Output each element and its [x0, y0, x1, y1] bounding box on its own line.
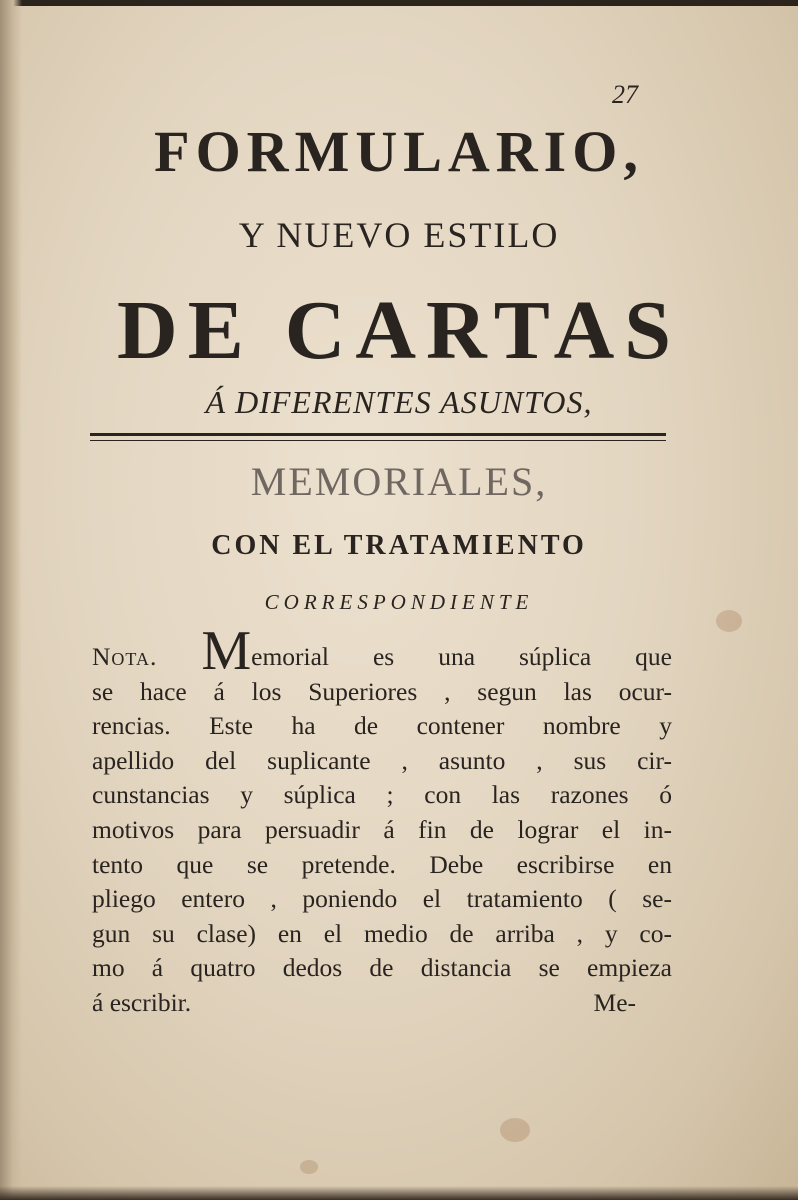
body-line-text: emorial es una súplica que	[251, 642, 673, 671]
title-memoriales: MEMORIALES,	[250, 459, 548, 504]
nota-label: Nota.	[92, 642, 158, 671]
body-line: cunstancias y súplica ; con las razones ó	[92, 780, 672, 810]
title-diferentes-asuntos: Á DIFERENTES ASUNTOS,	[205, 384, 593, 420]
body-line: tento que se pretende. Debe escribirse en	[92, 849, 672, 879]
body-line: mo á quatro dedos de distancia se empieza	[92, 953, 672, 983]
title-rule-thin	[90, 440, 666, 441]
body-line: rencias. Este ha de contener nombre y	[92, 711, 672, 741]
page-bottom-edge	[0, 1186, 798, 1200]
title-correspondiente: CORRESPONDIENTE	[264, 590, 534, 614]
drop-cap: M	[201, 620, 252, 682]
body-line: se hace á los Superiores , segun las ocur-	[92, 676, 672, 706]
title-rule-thick	[90, 433, 666, 436]
body-paragraph	[92, 620, 673, 1021]
title-nuevo-estilo: Y NUEVO ESTILO	[238, 215, 560, 255]
title-de-cartas: DE CARTAS	[117, 284, 681, 377]
body-line: apellido del suplicante , asunto , sus cir-	[92, 745, 672, 775]
body-line: gun su clase) en el medio de arriba , y co-	[92, 918, 672, 948]
stain-mark	[300, 1160, 318, 1174]
page-number: 27	[612, 80, 638, 109]
body-line: pliego entero , poniendo el tratamiento ( se-	[92, 884, 672, 914]
body-line	[92, 620, 673, 682]
title-tratamiento: CON EL TRATAMIENTO	[211, 530, 587, 561]
body-line	[92, 986, 672, 1021]
stain-mark	[500, 1118, 530, 1142]
title-formulario: FORMULARIO,	[154, 119, 644, 184]
catchword: Me-	[593, 987, 636, 1017]
page-top-edge	[0, 0, 798, 6]
body-line: motivos para persuadir á fin de lograr el in-	[92, 814, 672, 844]
body-line-text: á escribir.	[92, 987, 192, 1017]
